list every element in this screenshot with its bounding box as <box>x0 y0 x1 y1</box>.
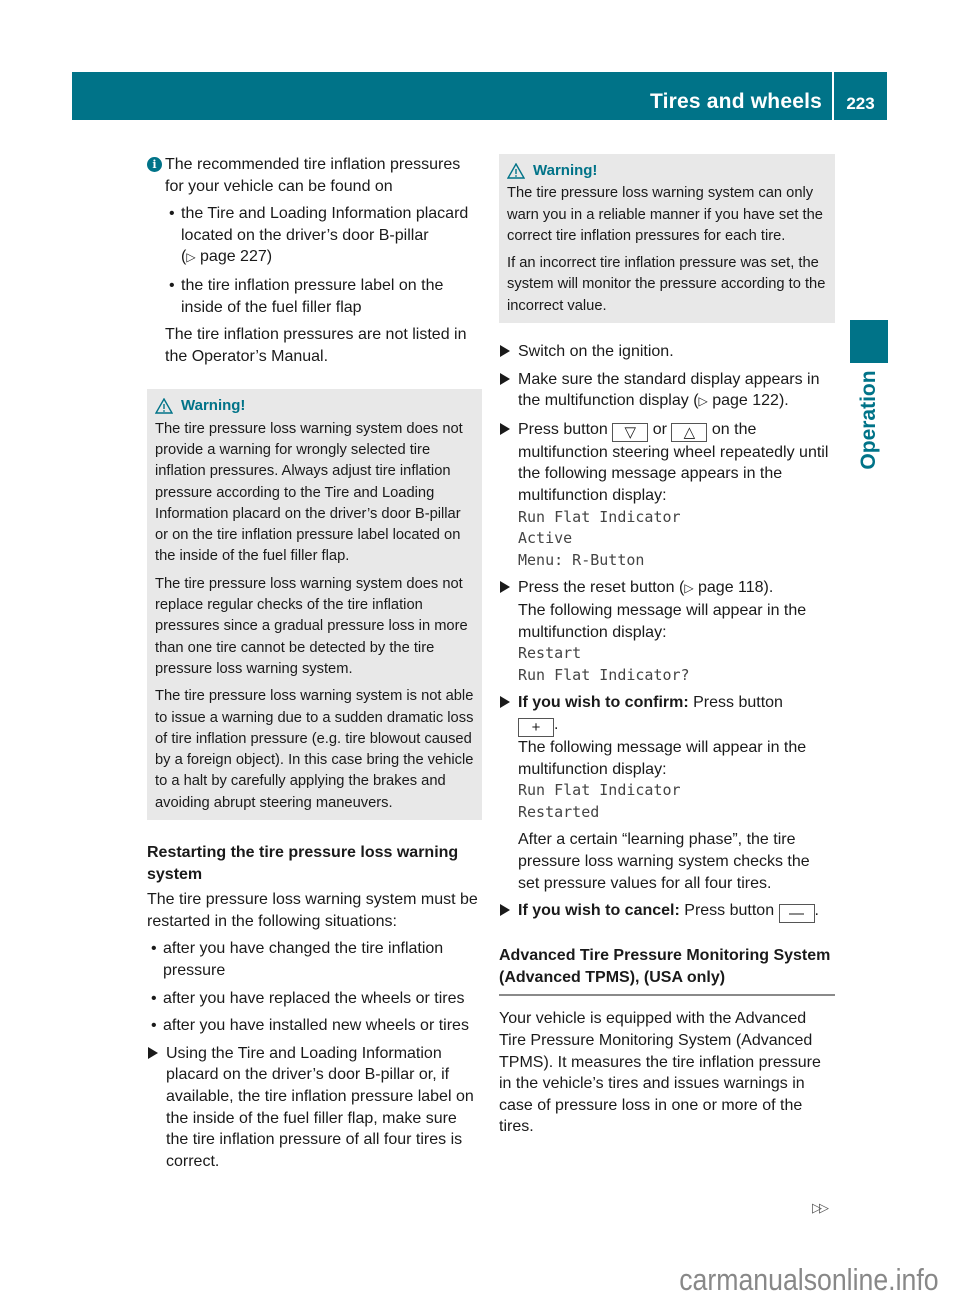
display-message: Run Flat Indicator <box>518 507 681 526</box>
section-heading-restart: Restarting the tire pressure loss warning system <box>147 843 459 883</box>
instruction-step: Using the Tire and Loading Information placard on the driver’s door B-pillar or, if available, the tire inflation pressure label on the inside of the fuel filler flap, make sure the tire inflation pressure of all four tires is correct. <box>147 1043 482 1173</box>
side-tab-marker <box>850 320 888 363</box>
right-column <box>499 154 835 1138</box>
info-intro: The recommended tire inflation pressures for your vehicle can be found on <box>165 156 461 195</box>
step-arrow-icon <box>148 1047 158 1059</box>
list-item: • after you have changed the tire inflation pressure <box>147 938 482 981</box>
display-message: Restarted <box>518 802 600 821</box>
plus-key-icon: + <box>518 718 554 737</box>
step-arrow-icon <box>500 423 510 435</box>
warning-triangle-icon <box>507 163 525 179</box>
restart-intro: The tire pressure loss warning system must be restarted in the following situations: <box>147 891 478 930</box>
warning-heading: Warning! <box>507 160 828 181</box>
display-message: Active <box>518 529 573 548</box>
list-item: • the Tire and Loading Information placard located on the driver’s door B-pillar (▷ page 227) <box>165 203 482 269</box>
info-note <box>147 154 482 367</box>
instruction-step: Press button ▽ or △ on the multifunction steering wheel repeatedly until the following message appears in the multifunction display: Run Flat Indicator Active Menu: R-Button <box>499 419 835 572</box>
section-heading-tpms: Advanced Tire Pressure Monitoring System (Advanced TPMS), (USA only) <box>499 945 835 996</box>
display-message: Menu: R-Button <box>518 550 645 569</box>
step-arrow-icon <box>500 904 510 916</box>
instruction-step: Press the reset button (▷ page 118). The following message will appear in the multifunction display: Restart Run Flat Indicator? <box>499 577 835 686</box>
warning-paragraph: The tire pressure loss warning system can only warn you in a reliable manner if you have set the correct tire inflation pressures for each tire. <box>507 185 823 244</box>
page-ref-link[interactable]: page 118 <box>698 579 764 597</box>
display-message: Run Flat Indicator <box>518 781 681 800</box>
instruction-step: Make sure the standard display appears in the multifunction display (▷ page 122). <box>499 369 835 413</box>
watermark: carmanualsonline.info <box>679 1262 939 1297</box>
step-note: After a certain “learning phase”, the tire pressure loss warning system checks the set pressure values for all four tires. <box>518 831 810 892</box>
display-message: Run Flat Indicator? <box>518 665 690 684</box>
list-item: • the tire inflation pressure label on the inside of the fuel filler flap <box>165 275 482 318</box>
warning-paragraph: The tire pressure loss warning system is not able to issue a warning due to a sudden dramatic loss of tire inflation pressure (e.g. tire blowout caused by a foreign object). In this case bring the vehicle to a halt by carefully applying the brakes and avoiding abrupt steering maneuvers. <box>155 688 474 811</box>
warning-box <box>499 154 835 323</box>
page-number: 223 <box>846 94 875 113</box>
chapter-title: Tires and wheels <box>649 90 822 113</box>
instruction-step: Switch on the ignition. <box>499 341 835 363</box>
minus-key-icon: — <box>779 904 815 923</box>
continue-arrows-icon: ▷▷ <box>812 1200 826 1215</box>
page-ref-link[interactable]: page 122 <box>712 392 779 410</box>
page-number-box <box>834 72 887 120</box>
instruction-step: If you wish to cancel: Press button — . <box>499 900 835 923</box>
page-ref-arrow-icon: ▷ <box>186 250 196 265</box>
up-key-icon: △ <box>671 423 707 442</box>
page-ref-link[interactable]: page 227 <box>200 248 267 266</box>
warning-heading: Warning! <box>155 395 475 416</box>
step-arrow-icon <box>500 373 510 385</box>
step-arrow-icon <box>500 345 510 357</box>
instruction-step: If you wish to confirm: Press button + . The following message will appear in the multifunction display: Run Flat Indicator Restarted After a certain “learning phase”, the tire pressure loss warning system checks the set pressure values for all four tires. <box>499 692 835 894</box>
display-message: Restart <box>518 644 582 663</box>
left-column <box>147 154 482 1172</box>
page-ref-arrow-icon: ▷ <box>698 394 708 409</box>
info-tail: The tire inflation pressures are not listed in the Operator’s Manual. <box>165 326 467 365</box>
header-bar <box>72 72 832 120</box>
warning-paragraph: If an incorrect tire inflation pressure was set, the system will monitor the pressure according to the incorrect value. <box>507 255 826 314</box>
list-item: • after you have installed new wheels or tires <box>147 1015 482 1037</box>
list-item: • after you have replaced the wheels or tires <box>147 988 482 1010</box>
tpms-body: Your vehicle is equipped with the Advanced Tire Pressure Monitoring System (Advanced TPMS). It measures the tire inflation pressure in the vehicle’s tires and issues warnings in case of pressure loss in one or more of the tires. <box>499 1010 821 1136</box>
step-arrow-icon <box>500 581 510 593</box>
info-icon: i <box>147 157 162 172</box>
warning-triangle-icon <box>155 398 173 414</box>
side-tab-label: Operation <box>857 370 880 470</box>
warning-paragraph: The tire pressure loss warning system does not provide a warning for wrongly selected tire inflation pressures. Always adjust tire inflation pressure according to the Tire and Loading Information placard on the driver’s door B-pillar or on the tire inflation pressure label located on the inside of the fuel filler flap. <box>155 420 463 565</box>
warning-box <box>147 389 482 820</box>
warning-paragraph: The tire pressure loss warning system does not replace regular checks of the tire inflation pressures since a gradual pressure loss in more than one tire cannot be detected by the tire pressure loss warning system. <box>155 575 468 677</box>
down-key-icon: ▽ <box>612 423 648 442</box>
step-arrow-icon <box>500 696 510 708</box>
page-ref-arrow-icon: ▷ <box>684 581 694 596</box>
